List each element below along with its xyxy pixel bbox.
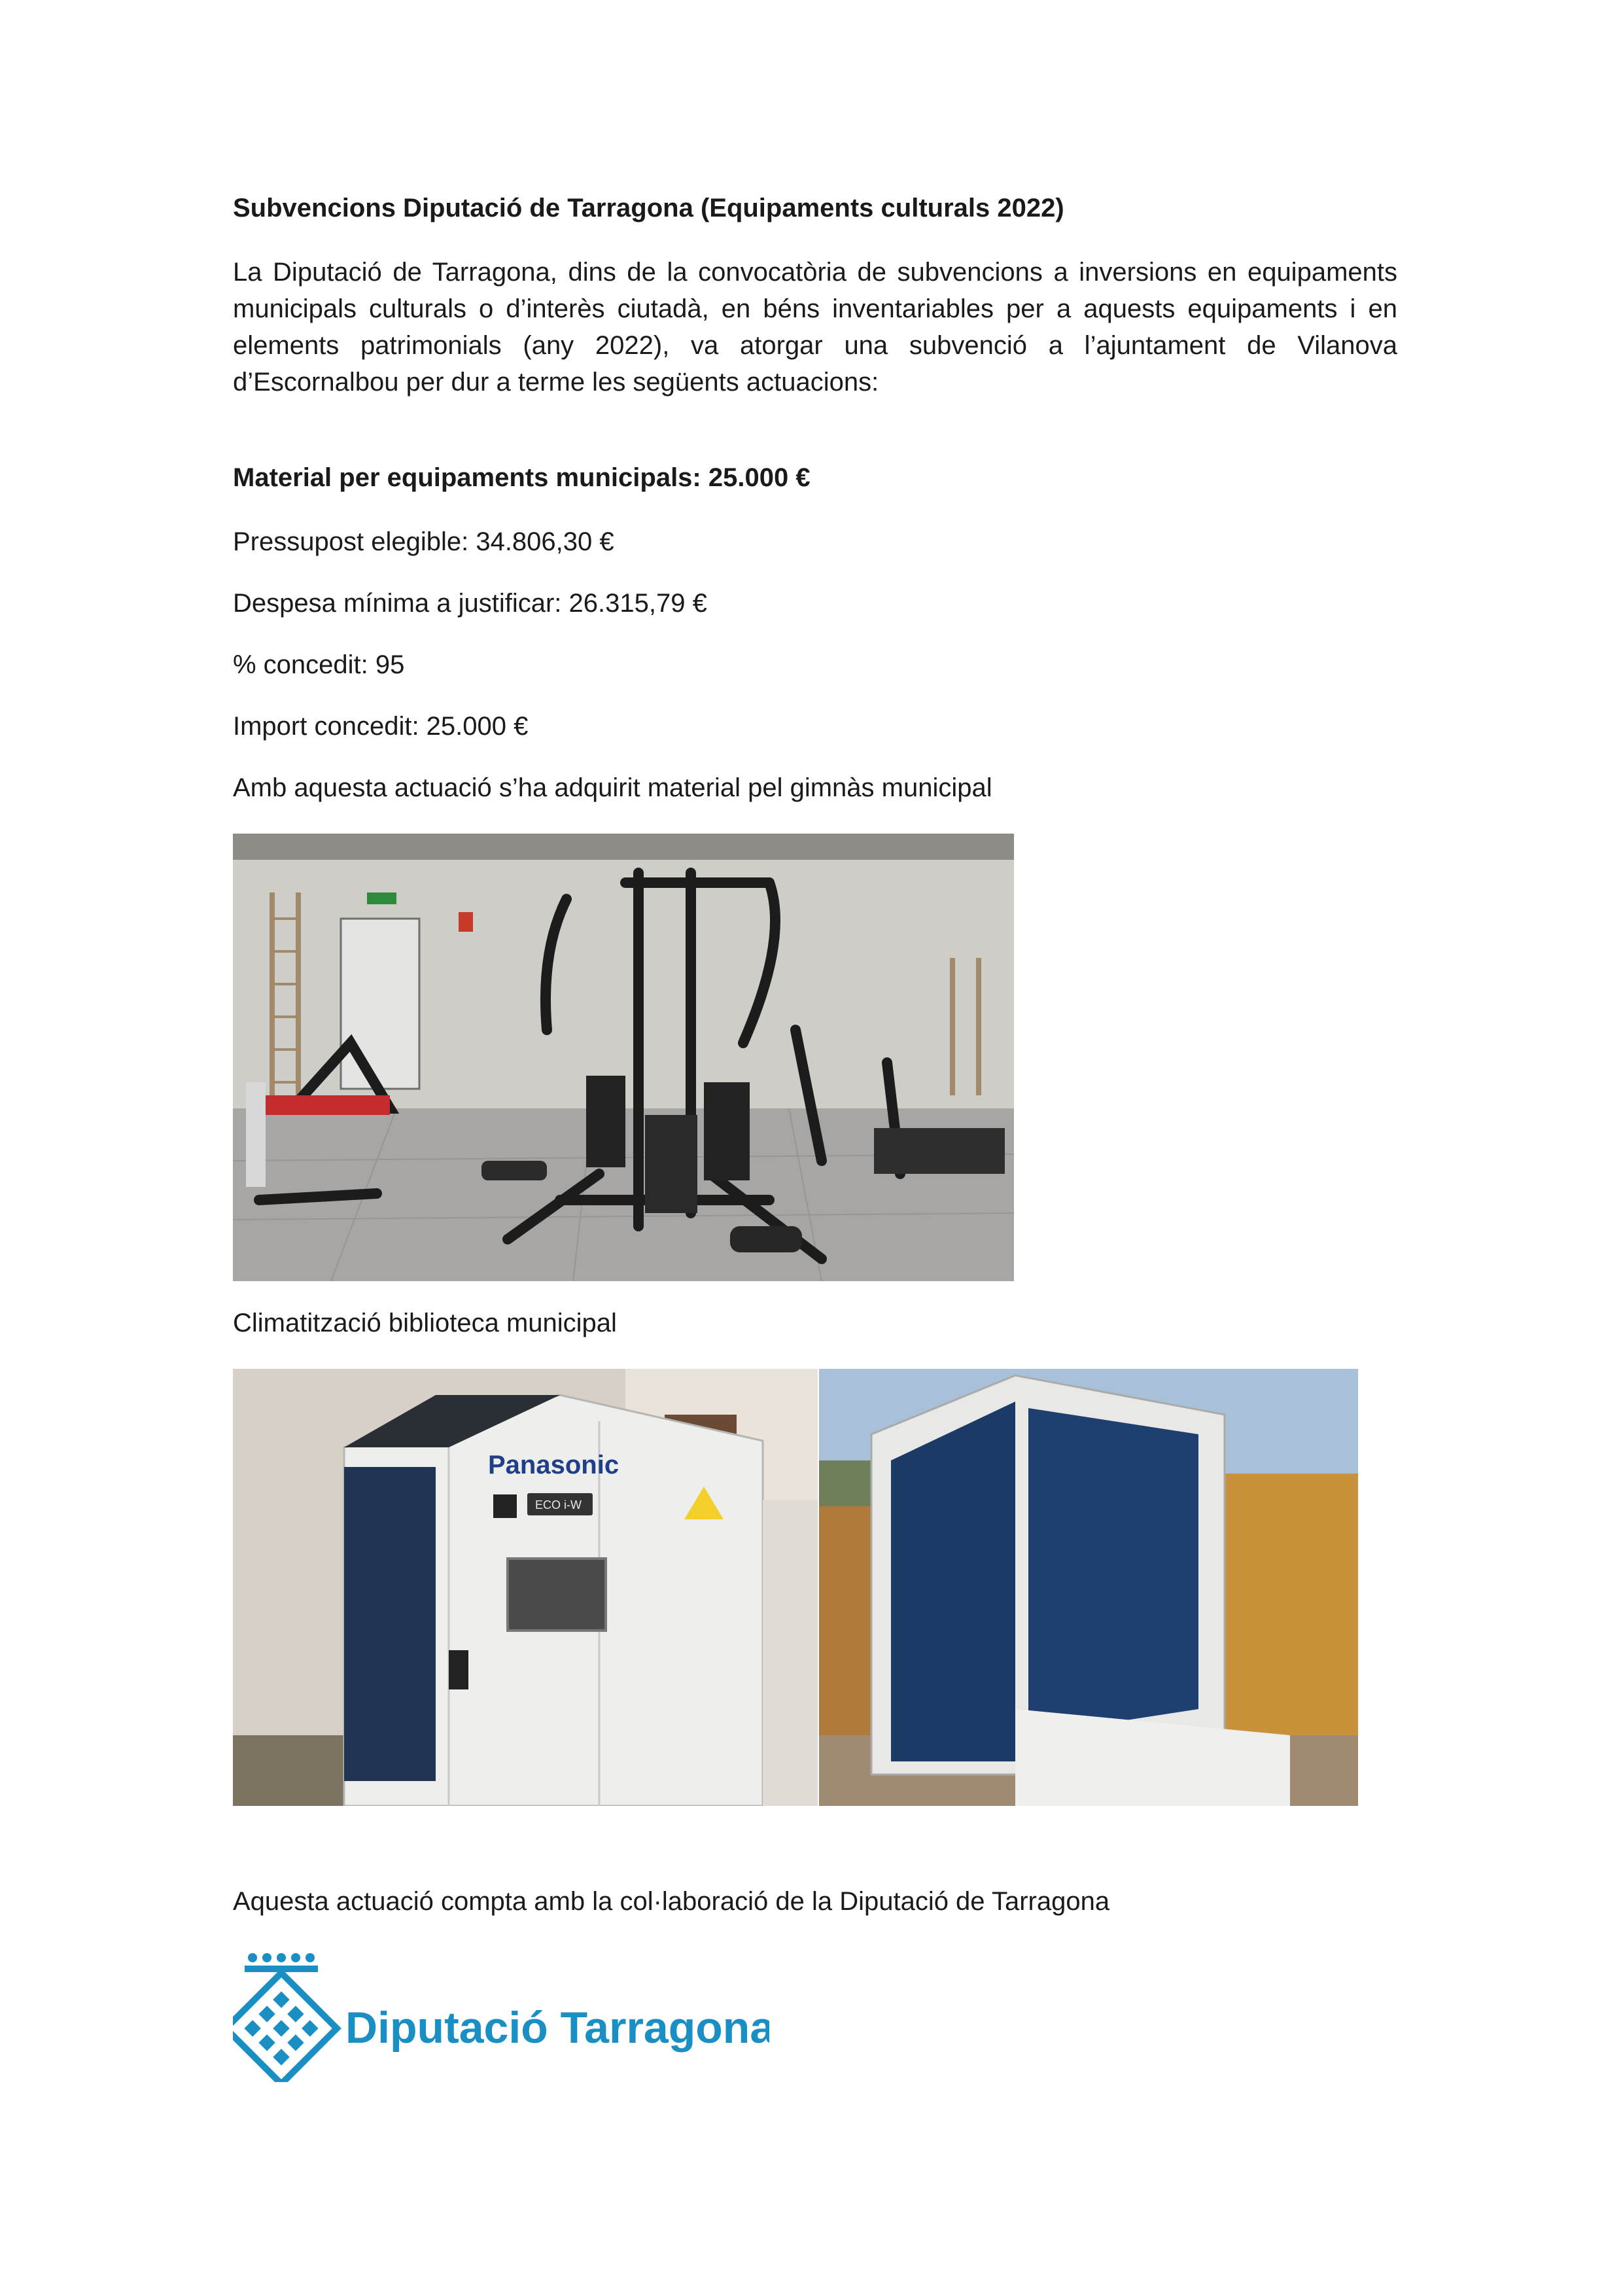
gym-caption: Amb aquesta actuació s’ha adquirit material pel gimnàs municipal bbox=[233, 773, 992, 802]
eligible-budget: Pressupost elegible: 34.806,30 € bbox=[233, 527, 614, 556]
svg-text:Panasonic: Panasonic bbox=[488, 1451, 620, 1479]
ac-unit-photo-right bbox=[819, 1369, 1358, 1806]
collaboration-text: Aquesta actuació compta amb la col·laboració de la Diputació de Tarragona bbox=[233, 1887, 1110, 1916]
percent-granted: % concedit: 95 bbox=[233, 650, 405, 679]
ac-unit-photo-left bbox=[233, 1369, 818, 1806]
climate-caption: Climatització biblioteca municipal bbox=[233, 1309, 617, 1337]
section-heading: Material per equipaments municipals: 25.000 € bbox=[233, 463, 811, 492]
minimum-expense: Despesa mínima a justificar: 26.315,79 € bbox=[233, 589, 707, 618]
svg-text:ECO i-W: ECO i-W bbox=[535, 1498, 582, 1511]
amount-granted: Import concedit: 25.000 € bbox=[233, 712, 529, 741]
svg-text:Diputació Tarragona: Diputació Tarragona bbox=[345, 2003, 769, 2053]
page-title: Subvencions Diputació de Tarragona (Equipaments culturals 2022) bbox=[233, 194, 1064, 222]
diputacio-logo bbox=[233, 1951, 769, 2082]
gym-photo bbox=[233, 834, 1014, 1281]
intro-paragraph: La Diputació de Tarragona, dins de la convocatòria de subvencions a inversions en equipaments municipals culturals o d’interès ciutadà, en béns inventariables per a aquests equipaments i en elements patrimonials (any 2022), va atorgar una subvenció a l’ajuntament de Vilanova d’Escornalbou per dur a terme les següents actuacions: bbox=[233, 258, 1397, 397]
